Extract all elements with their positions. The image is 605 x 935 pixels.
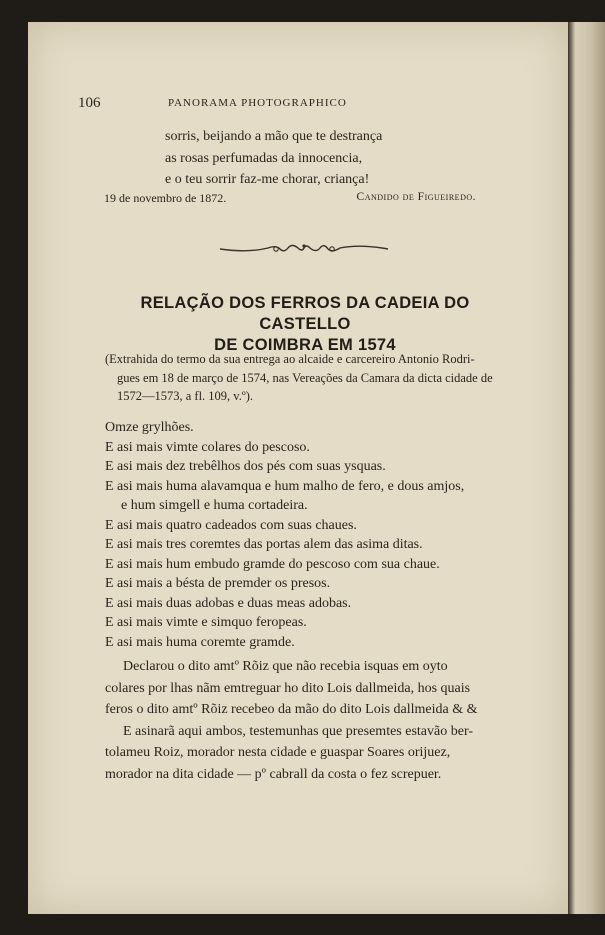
poem-author: Candido de Figueiredo. bbox=[356, 191, 476, 203]
list-item: E asi mais dez trebêlhos dos pés com suas ysquas. bbox=[105, 459, 386, 474]
note-line: (Extrahida do termo da sua entrega ao alcaide e carcereiro Antonio Rodri- bbox=[105, 352, 475, 366]
poem-line: e o teu sorrir faz-me chorar, criança! bbox=[165, 172, 370, 187]
list-item: E asi mais duas adobas e duas meas adobas. bbox=[105, 595, 352, 611]
list-item: E asi mais quatro cadeados com suas chaues. bbox=[105, 517, 357, 533]
list-item: Omze grylhões. bbox=[105, 420, 194, 435]
source-note bbox=[105, 350, 501, 406]
closing-paragraph bbox=[105, 656, 505, 785]
poem-stanza bbox=[165, 126, 382, 191]
list-item: E asi mais hum embudo gramde do pescoso com sua chaue. bbox=[105, 556, 440, 572]
poem-line: as rosas perfumadas da innocencia, bbox=[165, 150, 363, 166]
list-item: e hum simgell e huma cortadeira. bbox=[121, 498, 308, 513]
para-line: morador na dita cidade — pº cabrall da costa o fez screpuer. bbox=[105, 766, 442, 782]
page-number: 106 bbox=[78, 95, 101, 111]
title-line: DE COIMBRA EM 1574 bbox=[214, 336, 396, 354]
title-line: RELAÇÃO DOS FERROS DA CADEIA DO CASTELLO bbox=[140, 294, 470, 333]
para-line: tolameu Roiz, morador nesta cidade e guaspar Soares orijuez, bbox=[105, 745, 451, 760]
book-spine bbox=[568, 22, 605, 914]
running-title: PANORAMA PHOTOGRAPHICO bbox=[168, 97, 347, 109]
list-item: E asi mais tres coremtes das portas alem das asima ditas. bbox=[105, 537, 423, 552]
list-item: E asi mais vimte e simquo feropeas. bbox=[105, 615, 307, 630]
ornament-divider bbox=[218, 240, 390, 256]
note-line: 1572—1573, a fl. 109, v.º). bbox=[117, 389, 254, 403]
list-item: E asi mais vimte colares do pescoso. bbox=[105, 439, 310, 455]
para-line: feros o dito amtº Rõiz recebeo da mão do dito Lois dallmeida & & bbox=[105, 702, 478, 717]
page-header bbox=[78, 95, 498, 113]
list-item: E asi mais a bésta de premder os presos. bbox=[105, 576, 331, 591]
para-line: E asinarã aqui ambos, testemunhas que presemtes estavão ber- bbox=[123, 723, 473, 739]
article-title bbox=[100, 293, 510, 356]
inventory-list bbox=[105, 418, 505, 652]
list-item: E asi mais huma alavamqua e hum malho de fero, e dous amjos, bbox=[105, 478, 465, 494]
note-line: gues em 18 de março de 1574, nas Vereações da Camara da dicta cidade de bbox=[117, 370, 493, 385]
para-line: colares por lhas nãm emtreguar ho dito Lois dallmeida, hos quais bbox=[105, 680, 471, 696]
poem-line: sorris, beijando a mão que te destrança bbox=[165, 129, 383, 144]
list-item: E asi mais huma coremte gramde. bbox=[105, 634, 295, 650]
para-line: Declarou o dito amtº Rõiz que não recebia isquas em oyto bbox=[123, 659, 448, 674]
poem-date: 19 de novembro de 1872. bbox=[104, 191, 227, 205]
